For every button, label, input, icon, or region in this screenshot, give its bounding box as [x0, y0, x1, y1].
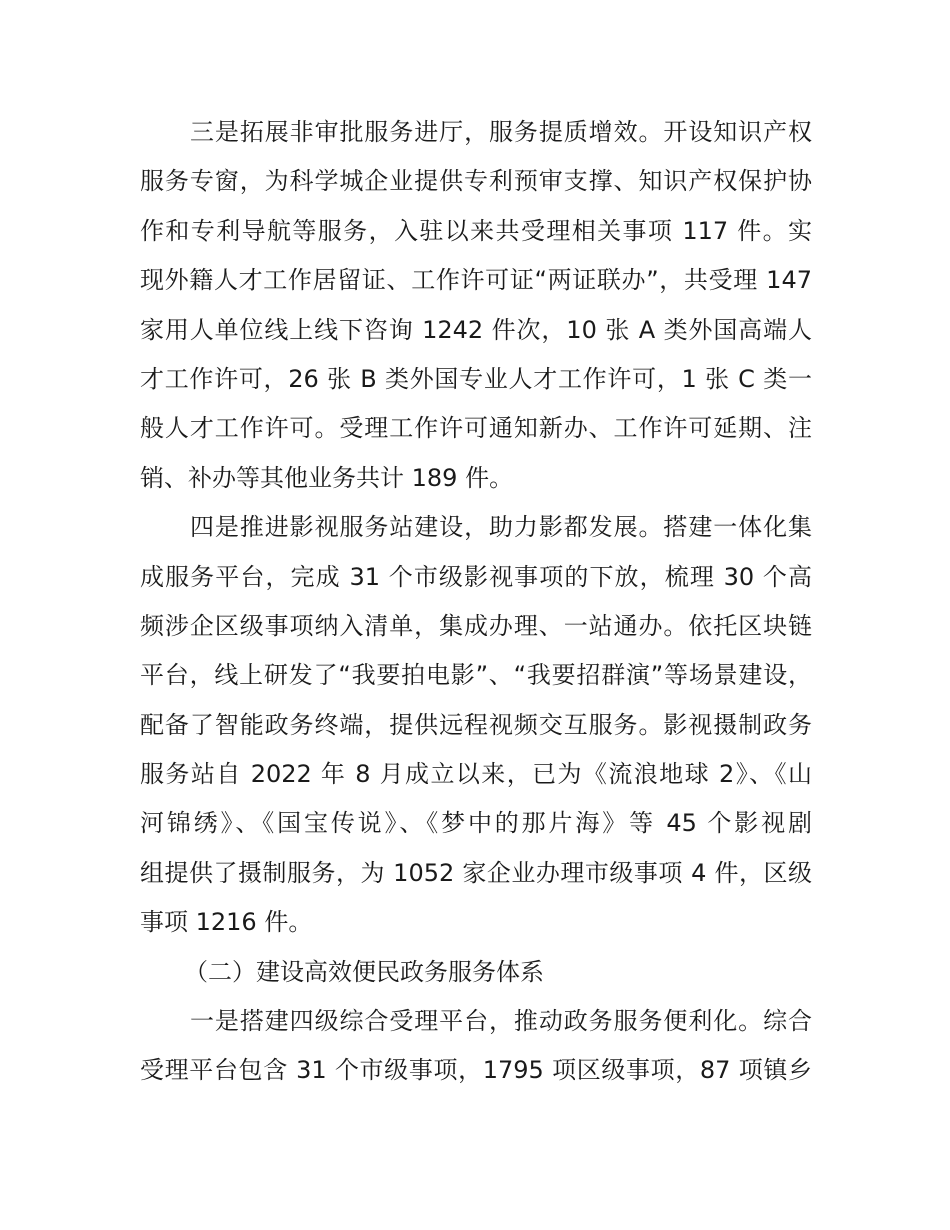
paragraph-2-line-5: 配备了智能政务终端，提供远程视频交互服务。影视摄制政务 — [140, 710, 812, 739]
paragraph-1-line-3: 作和专利导航等服务，入驻以来共受理相关事项 117 件。实 — [140, 216, 812, 245]
paragraph-1-line-1: 三是拓展非审批服务进厅，服务提质增效。开设知识产权 — [190, 118, 812, 146]
paragraph-2-line-8: 组提供了摄制服务，为 1052 家企业办理市级事项 4 件，区级 — [140, 858, 812, 887]
paragraph-3-line-2: 受理平台包含 31 个市级事项，1795 项区级事项，87 项镇乡 — [140, 1056, 812, 1085]
paragraph-2-line-2: 成服务平台，完成 31 个市级影视事项的下放，梳理 30 个高 — [140, 562, 812, 591]
body-text — [140, 112, 812, 1100]
paragraph-2-line-1: 四是推进影视服务站建设，助力影都发展。搭建一体化集 — [190, 513, 812, 542]
paragraph-1-line-6: 才工作许可，26 张 B 类外国专业人才工作许可，1 张 C 类一 — [140, 364, 812, 393]
paragraph-1-line-5: 家用人单位线上线下咨询 1242 件次，10 张 A 类外国高端人 — [140, 315, 812, 344]
paragraph-1-line-7: 般人才工作许可。受理工作许可通知新办、工作许可延期、注 — [140, 414, 812, 443]
paragraph-2-line-9: 事项 1216 件。 — [140, 908, 313, 937]
section-heading: （二）建设高效便民政务服务体系 — [184, 957, 544, 986]
paragraph-1-line-2: 服务专窗，为科学城企业提供专利预审支撑、知识产权保护协 — [140, 167, 812, 196]
paragraph-1-line-8: 销、补办等其他业务共计 189 件。 — [140, 463, 514, 492]
paragraph-2-line-4: 平台，线上研发了“我要拍电影”、“我要招群演”等场景建设， — [140, 661, 812, 690]
paragraph-1-line-4: 现外籍人才工作居留证、工作许可证“两证联办”，共受理 147 — [140, 266, 812, 295]
paragraph-2-line-7: 河锦绣》、《国宝传说》、《梦中的那片海》等 45 个影视剧 — [140, 809, 812, 838]
paragraph-2-line-3: 频涉企区级事项纳入清单，集成办理、一站通办。依托区块链 — [140, 611, 812, 640]
paragraph-2-line-6: 服务站自 2022 年 8 月成立以来，已为《流浪地球 2》、《山 — [140, 760, 812, 789]
paragraph-3-line-1: 一是搭建四级综合受理平台，推动政务服务便利化。综合 — [190, 1007, 812, 1036]
